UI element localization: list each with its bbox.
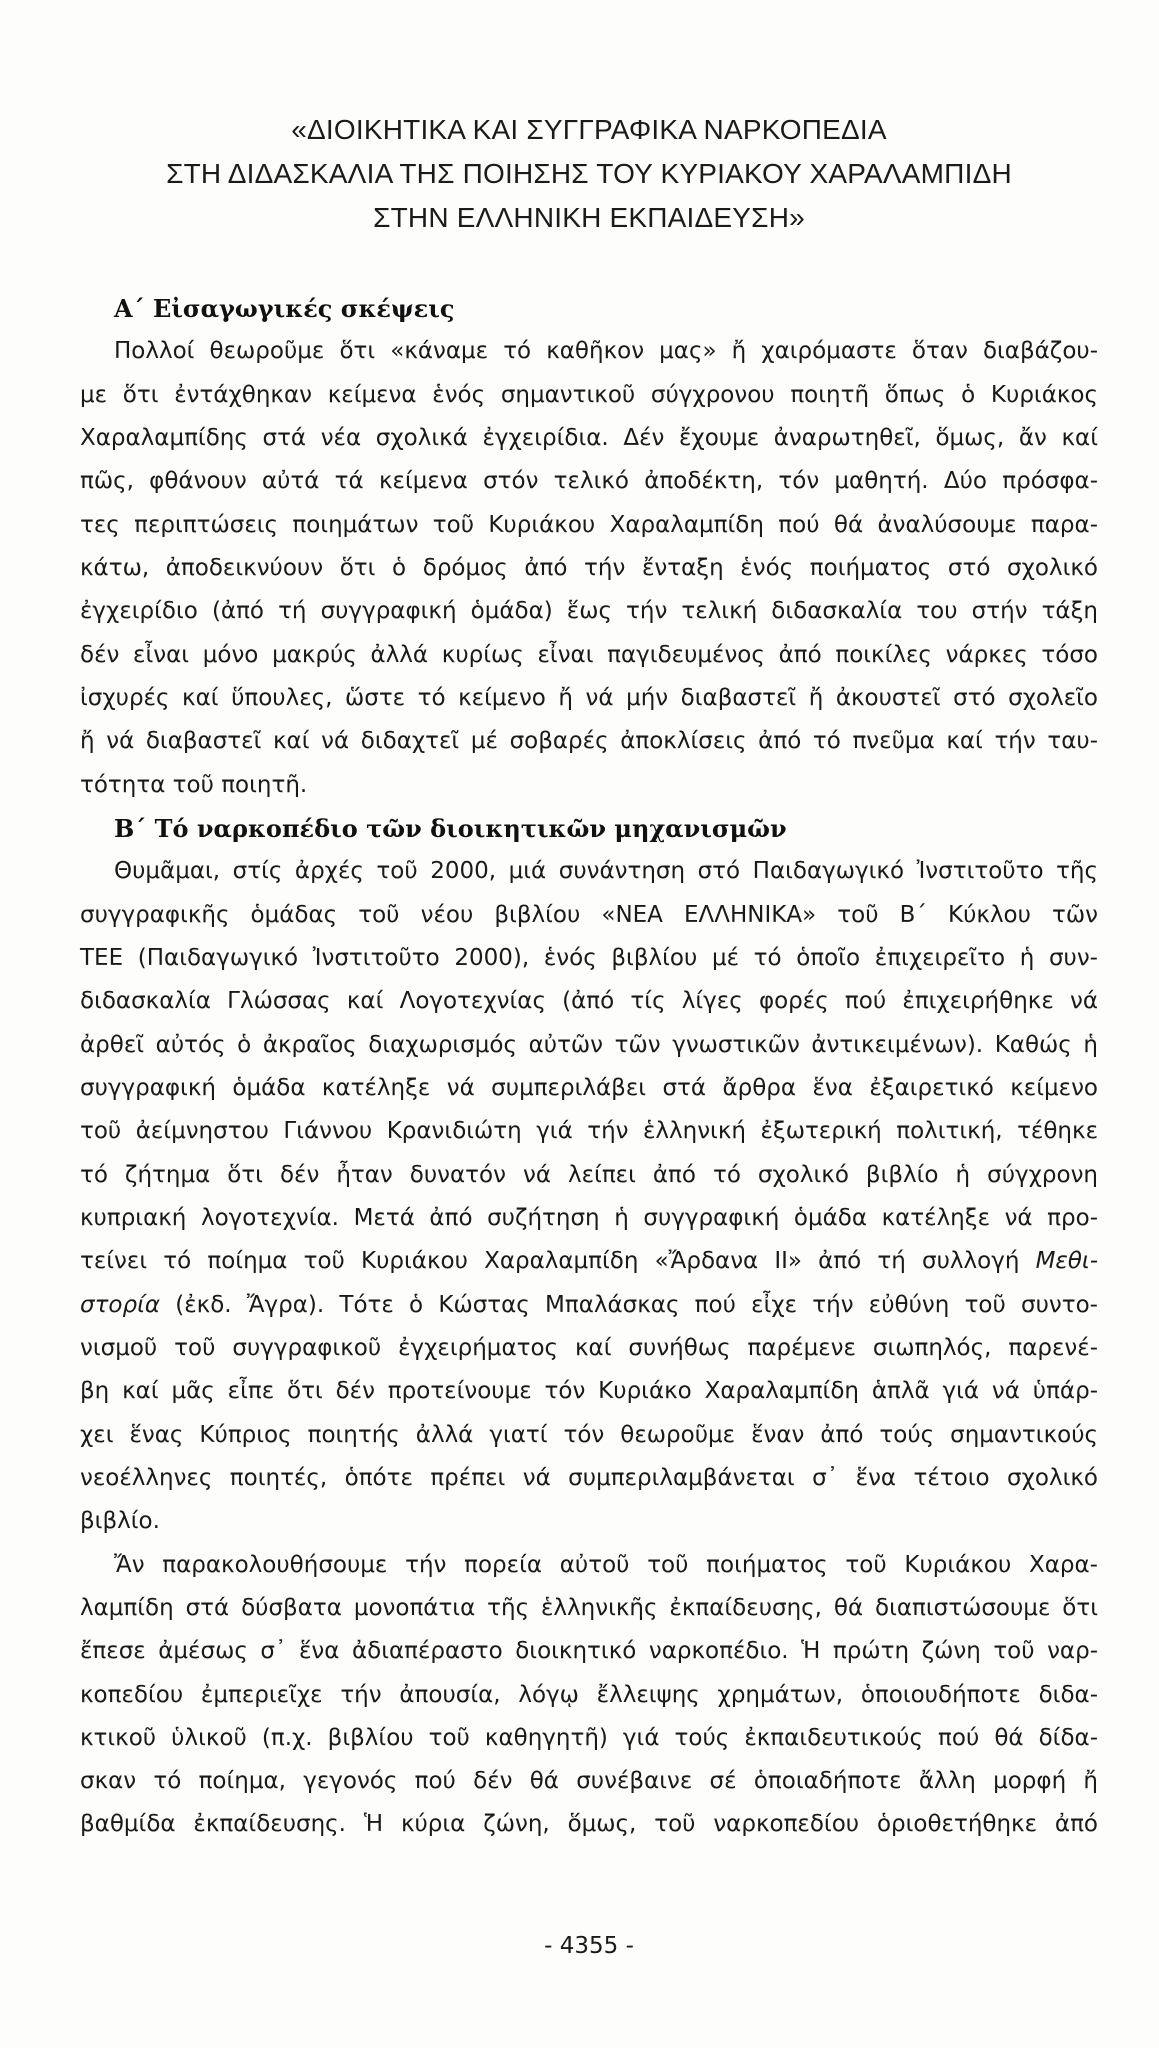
title-line: «ΔΙΟΙΚΗΤΙΚΑ ΚΑΙ ΣΥΓΓΡΑΦΙΚΑ ΝΑΡΚΟΠΕΔΙΑ (291, 114, 887, 145)
text-line: τότητα τοῦ ποιητῆ. (80, 771, 308, 798)
document-body (80, 287, 1098, 1847)
text-line: σκαν τό ποίημα, γεγονός πού δέν θά συνέβαινε σέ ὁποιαδήποτε ἄλλη μορφή ἤ (80, 1768, 1098, 1795)
text-line: ἔπεσε ἀμέσως σ᾽ ἕνα ἀδιαπέραστο διοικητικό ναρκοπέδιο. Ἡ πρώτη ζώνη τοῦ ναρ- (80, 1638, 1098, 1665)
text-line: κυπριακή λογοτεχνία. Μετά ἀπό συζήτηση ἡ συγγραφική ὁμάδα κατέληξε νά προ- (80, 1204, 1098, 1231)
text-line: Πολλοί θεωροῦμε ὅτι «κάναμε τό καθῆκον μας» ἤ χαιρόμαστε ὅταν διαβάζου- (114, 338, 1098, 365)
text-line: χει ἕνας Κύπριος ποιητής ἀλλά γιατί τόν θεωροῦμε ἕναν ἀπό τούς σημαντικούς (80, 1421, 1098, 1448)
text-line: πῶς, φθάνουν αὐτά τά κείμενα στόν τελικό ἀποδέκτη, τόν μαθητή. Δύο πρόσφα- (80, 468, 1098, 495)
emphasis-text: στορία (80, 1291, 161, 1318)
text-line: ἤ νά διαβαστεῖ καί νά διδαχτεῖ μέ σοβαρές ἀποκλίσεις ἀπό τό πνεῦμα καί τήν ταυ- (80, 728, 1098, 755)
text-line: ΤΕΕ (Παιδαγωγικό Ἰνστιτοῦτο 2000), ἑνός βιβλίου μέ τό ὁποῖο ἐπιχειρεῖτο ἡ συν- (80, 944, 1098, 971)
text-line: τοῦ ἀείμνηστου Γιάννου Κρανιδιώτη γιά τήν ἑλληνική ἐξωτερική πολιτική, τέθηκε (80, 1118, 1098, 1145)
text-segment: (ἐκδ. Ἄγρα). Τότε ὁ Κώστας Μπαλάσκας πού εἶχε τήν εὐθύνη τοῦ συντο- (160, 1291, 1098, 1318)
section-heading: Β΄ Τό ναρκοπέδιο τῶν διοικητικῶν μηχανισμῶν (114, 813, 787, 843)
emphasis-text: Μεθι- (1035, 1248, 1098, 1275)
text-line: δέν εἶναι μόνο μακρύς ἀλλά κυρίως εἶναι παγιδευμένος ἀπό ποικίλες νάρκες τόσο (80, 641, 1098, 668)
text-line: νεοέλληνες ποιητές, ὁπότε πρέπει νά συμπεριλαμβάνεται σ᾽ ἕνα τέτοιο σχολικό (80, 1464, 1098, 1491)
text-line: βιβλίο. (80, 1508, 160, 1535)
page-number: - 4355 - (544, 1933, 634, 1959)
text-line: λαμπίδη στά δύσβατα μονοπάτια τῆς ἑλληνικῆς ἐκπαίδευσης, θά διαπιστώσουμε ὅτι (80, 1594, 1098, 1621)
text-line: τό ζήτημα ὅτι δέν ἦταν δυνατόν νά λείπει ἀπό τό σχολικό βιβλίο ἡ σύγχρονη (80, 1161, 1098, 1188)
text-line: Χαραλαμπίδης στά νέα σχολικά ἐγχειρίδια. Δέν ἔχουμε ἀναρωτηθεῖ, ὅμως, ἄν καί (80, 424, 1098, 451)
text-line: ἰσχυρές καί ὕπουλες, ὥστε τό κείμενο ἤ νά μήν διαβαστεῖ ἤ ἀκουστεῖ στό σχολεῖο (80, 684, 1098, 711)
text-line: βαθμίδα ἐκπαίδευσης. Ἡ κύρια ζώνη, ὅμως, τοῦ ναρκοπεδίου ὁριοθετήθηκε ἀπό (80, 1811, 1098, 1838)
text-line: νισμοῦ τοῦ συγγραφικοῦ ἐγχειρήματος καί συνήθως παρέμενε σιωπηλός, παρενέ- (80, 1334, 1098, 1361)
text-line: ἐγχειρίδιο (ἀπό τή συγγραφική ὁμάδα) ἕως τήν τελική διδασκαλία του στήν τάξη (80, 598, 1098, 625)
text-line: διδασκαλία Γλώσσας καί Λογοτεχνίας (ἀπό τίς λίγες φορές πού ἐπιχειρήθηκε νά (80, 988, 1098, 1015)
page-title (80, 108, 1098, 240)
text-line: τες περιπτώσεις ποιημάτων τοῦ Κυριάκου Χαραλαμπίδη πού θά ἀναλύσουμε παρα- (80, 511, 1098, 538)
text-line: ἀρθεῖ αὐτός ὁ ἀκραῖος διαχωρισμός αὐτῶν τῶν γνωστικῶν ἀντικειμένων). Καθώς ἡ (80, 1031, 1098, 1058)
text-line: συγγραφικῆς ὁμάδας τοῦ νέου βιβλίου «ΝΕΑ ΕΛΛΗΝΙΚΑ» τοῦ Β΄ Κύκλου τῶν (80, 901, 1098, 928)
text-line: με ὅτι ἐντάχθηκαν κείμενα ἑνός σημαντικοῦ σύγχρονου ποιητῆ ὅπως ὁ Κυριάκος (80, 381, 1098, 408)
paragraph (80, 850, 1098, 1543)
title-line: ΣΤΗ ΔΙΔΑΣΚΑΛΙΑ ΤΗΣ ΠΟΙΗΣΗΣ ΤΟΥ ΚΥΡΙΑΚΟΥ ΧΑΡΑΛΑΜΠΙΔΗ (166, 158, 1012, 189)
title-line: ΣΤΗΝ ΕΛΛΗΝΙΚΗ ΕΚΠΑΙΔΕΥΣΗ» (373, 202, 805, 233)
text-line: συγγραφική ὁμάδα κατέληξε νά συμπεριλάβει στά ἄρθρα ἕνα ἐξαιρετικό κείμενο (80, 1074, 1098, 1101)
text-line: κοπεδίου ἐμπεριεῖχε τήν ἀπουσία, λόγῳ ἔλλειψης χρημάτων, ὁποιουδήποτε διδα- (80, 1681, 1098, 1708)
text-line (80, 1284, 1098, 1327)
text-line: κάτω, ἀποδεικνύουν ὅτι ὁ δρόμος ἀπό τήν ἔνταξη ἑνός ποιήματος στό σχολικό (80, 554, 1098, 581)
text-line: Ἄν παρακολουθήσουμε τήν πορεία αὐτοῦ τοῦ ποιήματος τοῦ Κυριάκου Χαρα- (114, 1551, 1098, 1578)
text-line (80, 1240, 1098, 1283)
text-line: κτικοῦ ὑλικοῦ (π.χ. βιβλίου τοῦ καθηγητῆ) γιά τούς ἐκπαιδευτικούς πού θά δίδα- (80, 1724, 1098, 1751)
text-line: Θυμᾶμαι, στίς ἀρχές τοῦ 2000, μιά συνάντηση στό Παιδαγωγικό Ἰνστιτοῦτο τῆς (114, 858, 1098, 885)
paragraph (80, 330, 1098, 807)
text-line: βη καί μᾶς εἶπε ὅτι δέν προτείνουμε τόν Κυριάκο Χαραλαμπίδη ἁπλᾶ γιά νά ὑπάρ- (80, 1378, 1098, 1405)
section-heading: Α΄ Εἰσαγωγικές σκέψεις (114, 294, 455, 323)
paragraph (80, 1544, 1098, 1847)
text-segment: τείνει τό ποίημα τοῦ Κυριάκου Χαραλαμπίδη «Ἄρδανα II» ἀπό τή συλλογή (80, 1248, 1036, 1275)
